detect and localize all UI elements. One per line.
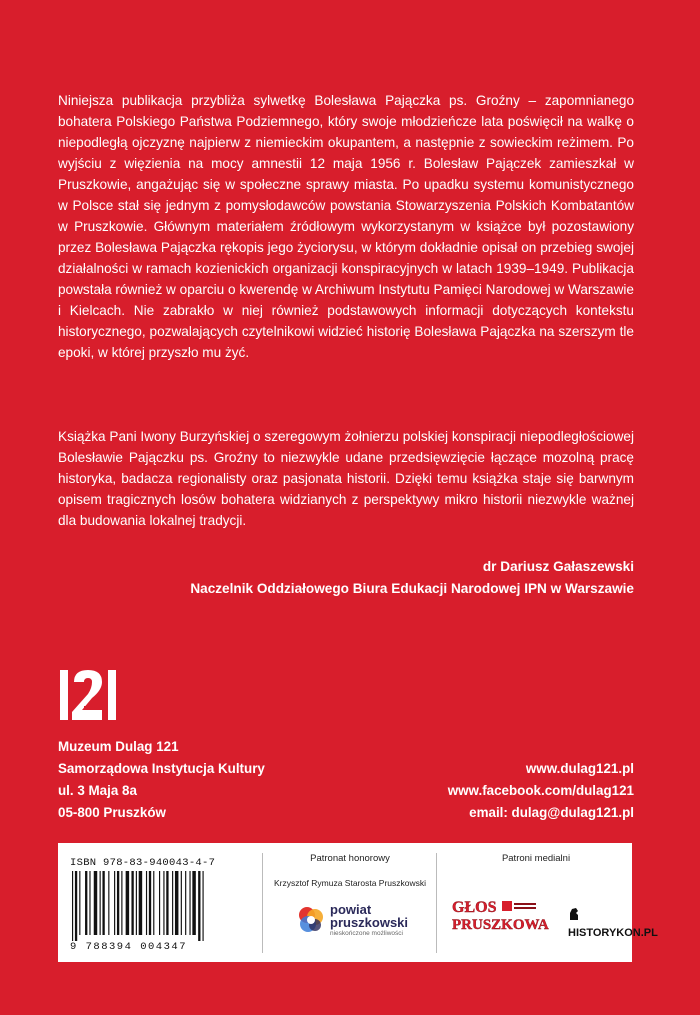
media-heading: Patroni medialni — [501, 853, 571, 864]
barcode-bar — [185, 871, 186, 935]
powiat-pruszkowski-logo — [330, 903, 408, 939]
barcode-bar — [117, 871, 119, 935]
barcode-bar — [89, 871, 90, 935]
barcode-bar — [149, 871, 151, 935]
powiat-pruszkowski-icon — [296, 905, 326, 935]
address-street: ul. 3 Maja 8a — [58, 783, 137, 798]
glos-pruszkowa-logo — [450, 895, 554, 935]
barcode-bar — [108, 871, 109, 935]
barcode-bar — [189, 871, 190, 935]
intro-text: Niniejsza publikacja przybliża sylwetkę Bolesława Pajączka ps. Groźny – zapomnianego bohatera Polskiego Państwa Podziemnego, który swoje młodzieńcze lata poświęcił na walkę o niepodległą ojczyznę najpierw z niemieckim okupantem, a następnie z sowieckim reżimem. Po wyjściu z więzienia na mocy amnestii 12 maja 1956 r. Bolesław Pajączek zamieszkał w Pruszkowie, angażując się w społeczne sprawy miasta. Po upadku systemu komunistycznego w Polsce stał się jednym z pomysłodawców powstania Stowarzyszenia Polskich Kombatantów w Pruszkowie. Głównym materiałem źródłowym wykorzystanym w książce był pozostawiony przez Bolesława Pajączka rękopis jego życiorysu, w którym dokładnie opisał on przebieg swojej działalności w ramach kozienickich organizacji konspiracyjnych w latach 1939–1949. Publikacja powstała również w oparciu o kwerendę w Archiwum Instytutu Pamięci Narodowej w Warszawie i Kielcach. Nie zabrakło w niej również podstawowych informacji dotyczących kontekstu historycznego, pozwalających czytelnikowi widzieć historię Bolesława Pajączka na szerszym tle epoki, w której przyszło mu żyć. — [58, 93, 634, 360]
barcode-bar — [79, 871, 80, 935]
barcode-bar — [198, 871, 200, 941]
review-paragraph — [58, 426, 634, 531]
barcode-bar — [94, 871, 97, 935]
barcode-bar — [153, 871, 154, 935]
facebook-link[interactable]: www.facebook.com/dulag121 — [447, 783, 634, 798]
divider — [262, 853, 263, 953]
barcode-bar — [75, 871, 77, 941]
powiat-logo-tagline: nieskończone możliwości — [330, 930, 403, 937]
barcode-bar — [163, 871, 164, 935]
signature-title: Naczelnik Oddziałowego Biura Edukacji Narodowej IPN w Warszawie — [190, 581, 634, 596]
svg-text:GŁOS: GŁOS — [452, 899, 497, 916]
address-block — [58, 736, 265, 824]
review-text: Książka Pani Iwony Burzyńskiej o szeregowym żołnierzu polskiej konspiracji niepodległościowej Bolesławie Pajączku ps. Groźny to niezwykle udane przedsięwzięcie łączące mozolną pracę historyka, badacza regionalisty oraz pasjonata historii. Dzięki temu książka staje się barwnym opisem tragicznych losów bohatera widzianych z perspektywy mikro historii niezwykle ważnej dla budowania lokalnej tradycji. — [58, 429, 634, 528]
barcode-bar — [159, 871, 160, 935]
email-link[interactable]: email: dulag@dulag121.pl — [469, 805, 634, 820]
contact-block — [448, 736, 634, 824]
powiat-logo-line1: powiat — [330, 902, 372, 917]
historykon-logo — [568, 905, 658, 941]
barcode-bar — [102, 871, 104, 935]
address-org: Muzeum Dulag 121 — [58, 739, 179, 754]
barcode-bar — [172, 871, 173, 935]
barcode-digits: 9 788394 004347 — [70, 941, 188, 953]
barcode-area — [70, 857, 256, 957]
barcode-bar — [126, 871, 129, 935]
barcode-bar — [146, 871, 147, 935]
signature-name: dr Dariusz Gałaszewski — [482, 559, 634, 574]
barcode-bar — [139, 871, 142, 935]
dulag-121-logo — [58, 668, 120, 722]
barcode-bar — [136, 871, 137, 935]
patronage-name: Krzysztof Rymuza Starosta Pruszkowski — [273, 878, 427, 888]
website-link[interactable]: www.dulag121.pl — [525, 761, 634, 776]
patronage-heading: Patronat honorowy — [310, 853, 390, 864]
barcode-bar — [72, 871, 73, 941]
barcode-bar — [85, 871, 87, 935]
barcode-bar — [114, 871, 115, 935]
barcode-bar — [192, 871, 195, 935]
intro-paragraph — [58, 90, 634, 363]
address-city: 05-800 Pruszków — [58, 805, 166, 820]
svg-text:PRUSZKOWA: PRUSZKOWA — [452, 917, 549, 933]
barcode-bar — [166, 871, 168, 935]
powiat-logo-line2: pruszkowski — [330, 915, 409, 930]
barcode-bar — [100, 871, 101, 935]
knight-icon — [568, 907, 580, 921]
historykon-text: HISTORYKON.PL — [568, 927, 658, 939]
barcode-bar — [121, 871, 122, 935]
divider — [436, 853, 437, 953]
barcode-bar — [175, 871, 178, 935]
imprint-box — [58, 843, 658, 962]
address-institution: Samorządowa Instytucja Kultury — [58, 761, 265, 776]
media-patrons — [440, 853, 658, 939]
barcode-bar — [131, 871, 133, 935]
barcode-image — [70, 871, 256, 941]
isbn-label: ISBN 978-83-940043-4-7 — [70, 857, 216, 869]
honorary-patronage — [266, 853, 434, 888]
barcode-bar — [203, 871, 204, 941]
barcode-bar — [181, 871, 182, 935]
